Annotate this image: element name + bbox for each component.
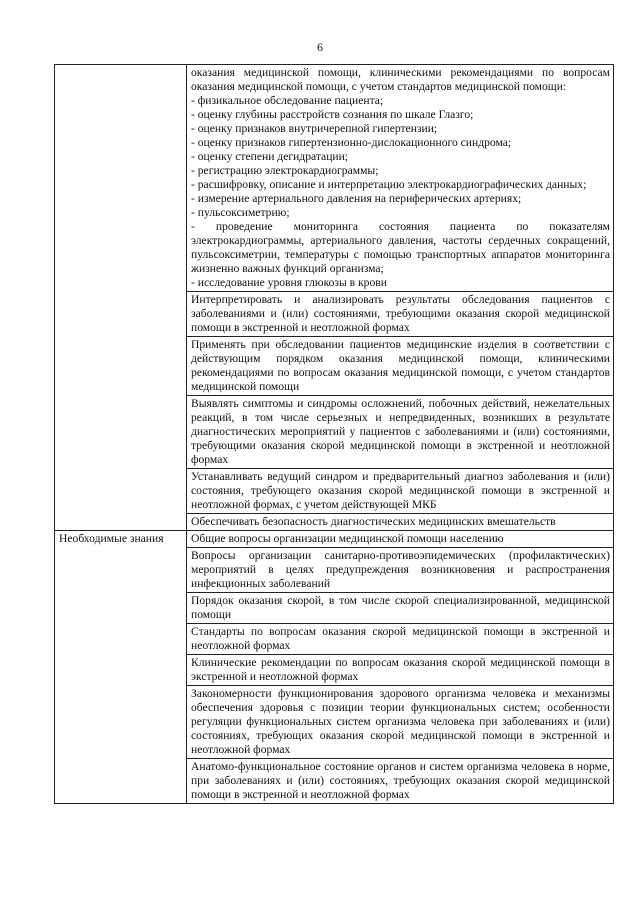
left-cell-empty: [55, 65, 187, 531]
table-row: [55, 65, 614, 292]
knowledge-cell: Порядок оказания скорой, в том числе скорой специализированной, медицинской помощи: [187, 593, 614, 624]
skill-cell: Интерпретировать и анализировать результаты обследования пациентов с заболеваниями и (или) состояниями, требующими оказания скорой медицинской помощи в экстренной и неотложной формах: [187, 292, 614, 337]
table-row: [55, 531, 614, 548]
list-item: - физикальное обследование пациента;: [191, 94, 384, 107]
examination-intro: оказания медицинской помощи, клиническими рекомендациями по вопросам оказания медицинской помощи, с учетом стандартов медицинской помощи:: [191, 66, 610, 93]
knowledge-cell: Вопросы организации санитарно-противоэпидемических (профилактических) мероприятий в целях предупреждения возникновения и распространения инфекционных заболеваний: [187, 548, 614, 593]
skill-cell: Применять при обследовании пациентов медицинские изделия в соответствии с действующим порядком оказания медицинской помощи, клиническими рекомендациями по вопросам оказания медицинской помощи, с учетом стандартов медицинской помощи: [187, 337, 614, 396]
knowledge-label: Необходимые знания: [55, 531, 187, 804]
knowledge-cell: Закономерности функционирования здорового организма человека и механизмы обеспечения здоровья с позиции теории функциональных систем; особенности регуляции функциональных систем организма человека при заболеваниях и (или) состояниях, требующих оказания скорой медицинской помощи в экстренной и неотложной формах: [187, 686, 614, 759]
knowledge-cell: Анатомо-функциональное состояние органов и систем организма человека в норме, при заболеваниях и (или) состояниях, требующих оказания скорой медицинской помощи в экстренной и неотложной формах: [187, 759, 614, 804]
list-item: - оценку глубины расстройств сознания по шкале Глазго;: [191, 108, 474, 121]
list-item: - проведение мониторинга состояния пациента по показателям электрокардиограммы, артериального давления, частоты сердечных сокращений, пульсоксиметрии, температуры с помощью транспортных аппаратов мониторинга жизненно важных функций организма;: [191, 220, 610, 275]
list-item: - исследование уровня глюкозы в крови: [191, 276, 387, 289]
list-item: - оценку признаков гипертензионно-дислокационного синдрома;: [191, 136, 512, 149]
examination-methods-cell: [187, 65, 614, 292]
list-item: - измерение артериального давления на периферических артериях;: [191, 192, 522, 205]
list-item: - пульсоксиметрию;: [191, 206, 290, 219]
knowledge-cell: Стандарты по вопросам оказания скорой медицинской помощи в экстренной и неотложной формах: [187, 624, 614, 655]
knowledge-cell: Общие вопросы организации медицинской помощи населению: [187, 531, 614, 548]
skill-cell: Устанавливать ведущий синдром и предварительный диагноз заболевания и (или) состояния, требующего оказания скорой медицинской помощи в экстренной и неотложной формах, с учетом действующей МКБ: [187, 469, 614, 514]
competency-table: [54, 64, 614, 804]
list-item: - оценку степени дегидратации;: [191, 150, 349, 163]
list-item: - расшифровку, описание и интерпретацию электрокардиографических данных;: [191, 178, 587, 191]
skill-cell: Обеспечивать безопасность диагностических медицинских вмешательств: [187, 514, 614, 531]
list-item: - оценку признаков внутричерепной гипертензии;: [191, 122, 438, 135]
list-item: - регистрацию электрокардиограммы;: [191, 164, 379, 177]
knowledge-cell: Клинические рекомендации по вопросам оказания скорой медицинской помощи в экстренной и неотложной формах: [187, 655, 614, 686]
page-number: 6: [317, 40, 323, 54]
skill-cell: Выявлять симптомы и синдромы осложнений, побочных действий, нежелательных реакций, в том числе серьезных и непредвиденных, возникших в результате диагностических мероприятий у пациентов с заболеваниями и (или) состояниями, требующими оказания скорой медицинской помощи в экстренной и неотложной формах: [187, 396, 614, 469]
